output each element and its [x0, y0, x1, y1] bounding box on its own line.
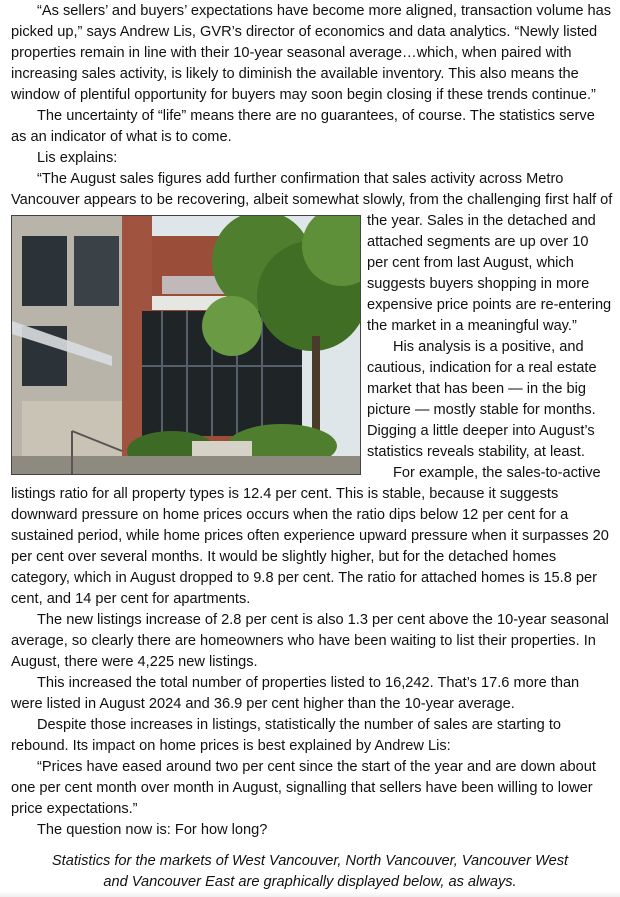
- paragraph-3: Lis explains:: [37, 150, 118, 166]
- paragraph-9: This increased the total number of properties listed to 16,242. That’s 17.6 more than were listed in August 2024 and 36.9 per cent higher than the 10-year average.: [11, 675, 580, 712]
- paragraph-8: The new listings increase of 2.8 per cent is also 1.3 per cent above the 10-year seasonal average, so clearly there are homeowners who have been waiting to list their properties. In August, there were 4,225 new listings.: [11, 612, 609, 670]
- statistics-caption: Statistics for the markets of West Vancouver, North Vancouver, Vancouver West and Vancouver East are graphically displayed below, as always.: [51, 853, 569, 890]
- paragraph-6: His analysis is a positive, and cautious, indication for a real estate market that has been — in the big picture — mostly stable for months. Digging a little deeper into August’s statistics reveals stability, at least.: [367, 339, 597, 460]
- paragraph-5: the year. Sales in the detached and attached segments are up over 10 per cent from last August, which suggests buyers shopping in more expensive price points are re-entering the market in a meaningful way.”: [367, 213, 612, 334]
- paragraph-4: “The August sales figures add further confirmation that sales activity across Metro Vancouver appears to be recovering, albeit somewhat slowly, from the challenging first half of: [11, 171, 613, 208]
- article-body: [11, 1, 613, 841]
- townhouse-illustration: [12, 216, 361, 475]
- townhouse-photo: [11, 215, 361, 475]
- paragraph-7: For example, the sales-to-active listings ratio for all property types is 12.4 per cent. This is stable, because it suggests downward pressure on home prices occurs when the ratio dips below 12 per cent for a sustained period, while home prices often experience upward pressure when it surpasses 20 per cent over several months. It would be slightly higher, but for the detached homes category, which in August dropped to 9.8 per cent. The ratio for attached homes is 15.8 per cent, and 14 per cent for apartments.: [11, 465, 609, 607]
- paragraph-10: Despite those increases in listings, statistically the number of sales are starting to rebound. Its impact on home prices is best explained by Andrew Lis:: [11, 717, 561, 754]
- paragraph-2: The uncertainty of “life” means there are no guarantees, of course. The statistics serve as an indicator of what is to come.: [11, 108, 595, 145]
- paragraph-11: “Prices have eased around two per cent since the start of the year and are down about one per cent month over month in August, signalling that sellers have been willing to lower price expectations.”: [11, 759, 596, 817]
- paragraph-12: The question now is: For how long?: [37, 822, 268, 838]
- paragraph-1: “As sellers’ and buyers’ expectations have become more aligned, transaction volume has picked up,” says Andrew Lis, GVR’s director of economics and data analytics. “Newly listed properties remain in line with their 10-year seasonal average…which, when paired with increasing sales activity, is likely to diminish the available inventory. This also means the window of plentiful opportunity for buyers may soon begin closing if these trends continue.”: [11, 3, 612, 103]
- footer-band: [0, 891, 620, 897]
